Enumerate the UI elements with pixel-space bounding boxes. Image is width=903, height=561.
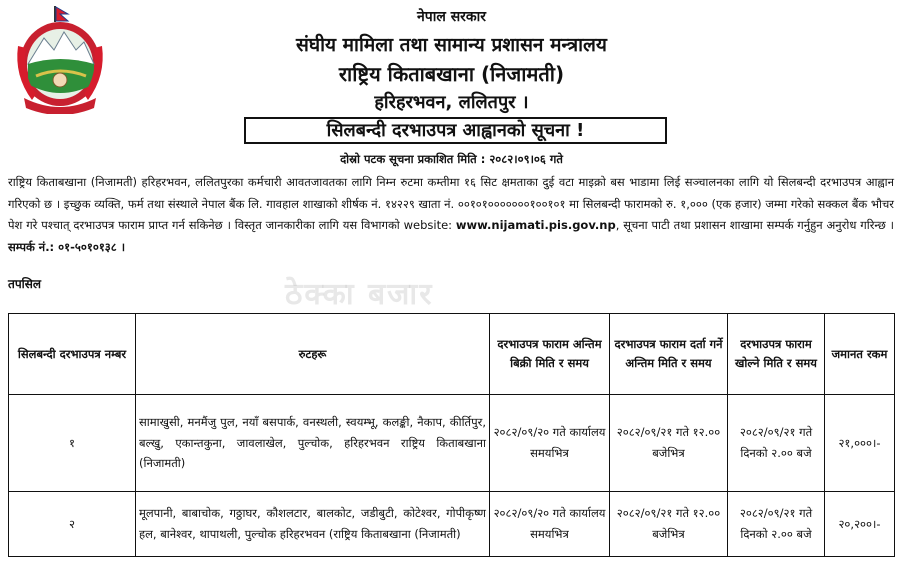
tapsil-heading: तपसिल: [8, 277, 42, 291]
notice-body-text: राष्ट्रिय किताबखाना (निजामती) हरिहरभवन, ललितपुरका कर्मचारी आवतजावतका लागि निम्न रुटमा कम्तीमा १६ सिट क्षमताका दुई वटा माइक्रो बस भाडामा लिई सञ्चालनका लागि यो सिलबन्दी दरभाउपत्र आह्वान गरिएको छ । इच्छुक व्यक्ति, फर्म तथा संस्थाले नेपाल बैंक लि. गावहाल शाखाको शीर्षक नं. १४२२९ खाता नं. ००१०१०००००००१००१०१ मा सिलबन्दी फारामको रु. १,००० (एक हजार) जम्मा गरेको सक्कल बैंक भौचर पेश गरे पश्चात् दरभाउपत्र फाराम प्राप्त गर्न सकिनेछ । विस्तृत जानकारीका लागि यस विभागको website:: [8, 175, 894, 232]
header-opening: दरभाउपत्र फाराम खोल्ने मिति र समय: [728, 314, 825, 395]
notice-body-end: , सूचना पाटी तथा प्रशासन शाखामा सम्पर्क गर्नुहुन अनुरोध गरिन्छ ।: [615, 218, 894, 232]
header-sale-deadline: दरभाउपत्र फाराम अन्तिम बिक्री मिति र समय: [490, 314, 610, 395]
cell-deposit: २१,०००।-: [825, 395, 895, 492]
header-deposit: जमानत रकम: [825, 314, 895, 395]
schedule-table: [8, 313, 895, 557]
website-link[interactable]: www.nijamati.pis.gov.np: [455, 218, 616, 232]
ministry-name: संघीय मामिला तथा सामान्य प्रशासन मन्त्रालय: [296, 34, 607, 56]
table-row: [9, 395, 895, 492]
table-header-row: [9, 314, 895, 395]
cell-opening: २०८२/०९/२१ गते दिनको २.०० बजे: [728, 491, 825, 556]
cell-sale-deadline: २०८२/०९/२० गते कार्यालय समयभित्र: [490, 491, 610, 556]
government-name: नेपाल सरकार: [416, 9, 486, 25]
cell-routes: सामाखुसी, मनमैंजु पुल, नयाँ बसपार्क, वनस्थली, स्वयम्भू, कलङ्की, नैकाप, कीर्तिपुर, बल्खु, एकान्तकुना, जावलाखेल, पुल्चोक, हरिहरभवन राष्ट्रिय किताबखाना (निजामती): [136, 395, 490, 492]
cell-number: २: [9, 491, 136, 556]
office-address: हरिहरभवन, ललितपुर ।: [374, 92, 529, 113]
office-name: राष्ट्रिय किताबखाना (निजामती): [338, 62, 565, 86]
publish-date: दोस्रो पटक सूचना प्रकाशित मिति : २०८२।०९।०६ गते: [340, 152, 563, 166]
header-registration-deadline: दरभाउपत्र फाराम दर्ता गर्ने अन्तिम मिति र समय: [610, 314, 728, 395]
notice-title: सिलबन्दी दरभाउपत्र आह्वानको सूचना !: [244, 117, 667, 144]
cell-deposit: २०,२००।-: [825, 491, 895, 556]
contact-number: सम्पर्क नं.: ०१-५०१०१३८ ।: [8, 239, 126, 254]
cell-number: १: [9, 395, 136, 492]
cell-opening: २०८२/०९/२१ गते दिनको २.०० बजे: [728, 395, 825, 492]
header-number: सिलबन्दी दरभाउपत्र नम्बर: [9, 314, 136, 395]
cell-registration-deadline: २०८२/०९/२१ गते १२.०० बजेभित्र: [610, 395, 728, 492]
cell-routes: मूलपानी, बाबाचोक, गठ्ठाघर, कौशलटार, बालकोट, जडीबुटी, कोटेश्वर, गोपीकृष्ण हल, बानेश्वर, थापाथली, पुल्चोक हरिहरभवन (राष्ट्रिय किताबखाना (निजामती): [136, 491, 490, 556]
watermark-logo: ठेक्का बजार: [285, 277, 434, 312]
cell-registration-deadline: २०८२/०९/२१ गते १२.०० बजेभित्र: [610, 491, 728, 556]
notice-body: [8, 172, 894, 258]
table-row: [9, 491, 895, 556]
header-routes: रुटहरू: [136, 314, 490, 395]
cell-sale-deadline: २०८२/०९/२० गते कार्यालय समयभित्र: [490, 395, 610, 492]
